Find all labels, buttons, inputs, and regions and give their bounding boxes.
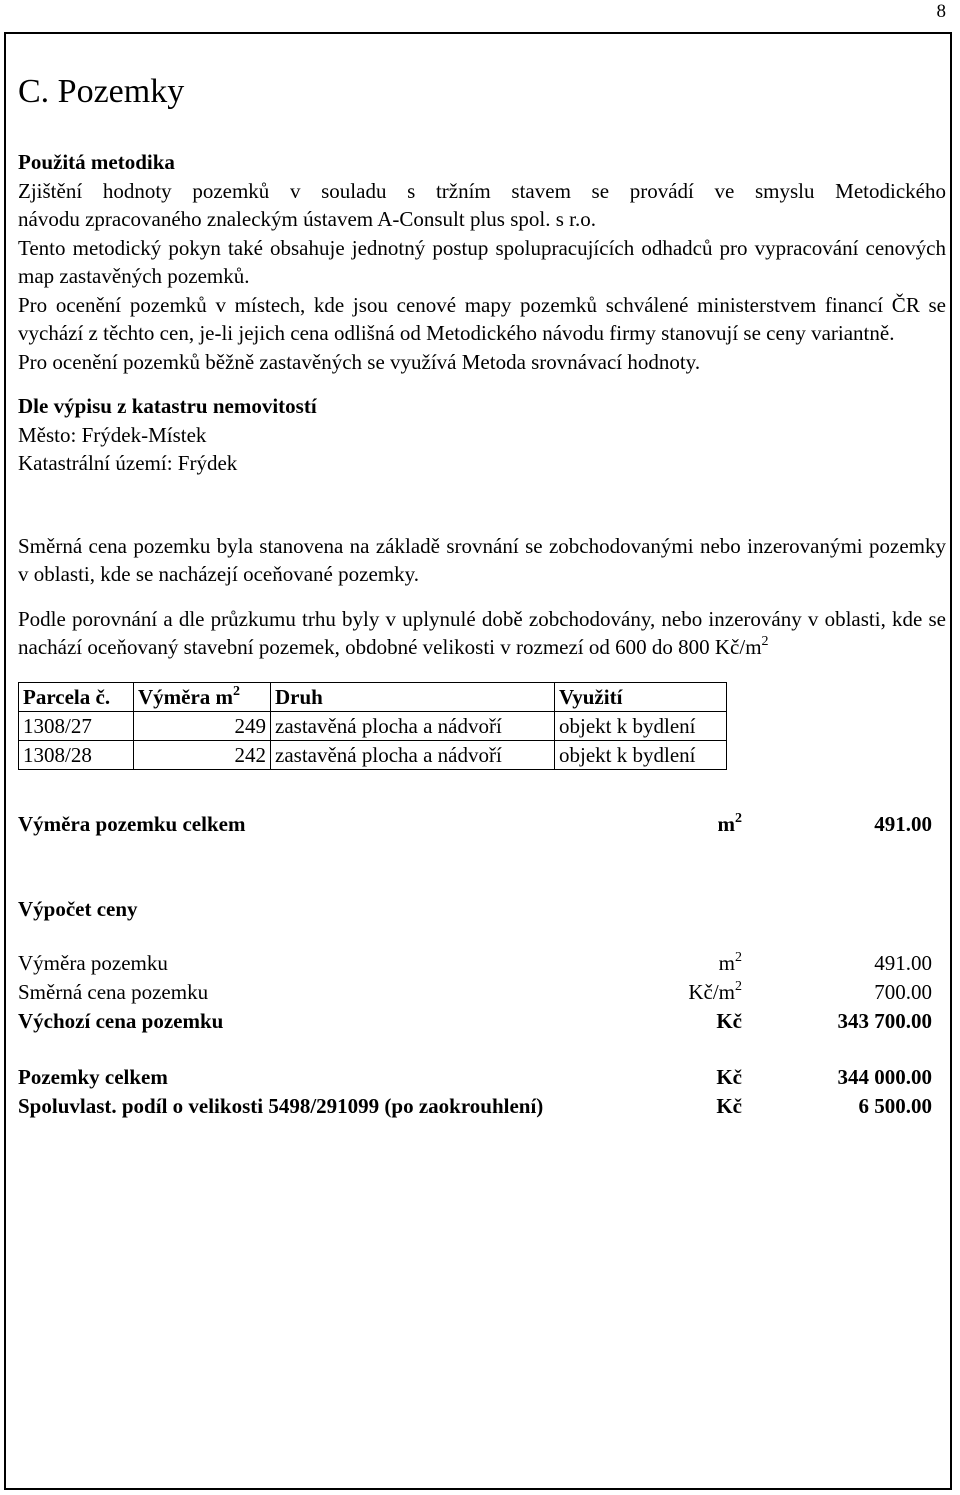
calc-row-unit-sup: 2: [735, 950, 742, 965]
spacer: [18, 589, 946, 605]
price-paragraph-1: Směrná cena pozemku byla stanovena na základě srovnání se zobchodovanými nebo inzerovanými pozemky v oblasti, kde se nacházejí oceňované pozemky.: [18, 533, 946, 586]
total-area-unit-sup: 2: [735, 810, 742, 826]
total-area-unit: [718, 810, 743, 839]
calc-row-unit: [688, 978, 742, 1007]
method-line-1a: Zjištění hodnoty pozemků v souladu s tržním stavem se provádí ve smyslu Metodického: [18, 178, 946, 203]
parcel-table-header: [19, 682, 727, 711]
cell-use: objekt k bydlení: [555, 711, 727, 740]
summary-row: [18, 1063, 946, 1092]
cell-type: zastavěná plocha a nádvoří: [271, 740, 555, 769]
calc-row-value: 343 700.00: [837, 1009, 932, 1033]
total-area-label: Výměra pozemku celkem: [18, 811, 246, 836]
spacer: [18, 376, 946, 392]
total-area-row: [18, 810, 946, 839]
calc-row-unit-sup: 2: [735, 979, 742, 994]
method-paragraph-4: Pro ocenění pozemků běžně zastavěných se využívá Metoda srovnávací hodnoty.: [18, 349, 701, 374]
summary-row: [18, 1092, 946, 1121]
section-heading: C. Pozemky: [18, 73, 185, 110]
calc-row-unit: Kč: [716, 1009, 742, 1033]
calc-row-unit: [719, 949, 742, 978]
summary-row-value: 344 000.00: [837, 1065, 932, 1089]
table-row: [19, 711, 727, 740]
calc-row-label: Výchozí cena pozemku: [18, 1009, 224, 1033]
table-row: [19, 740, 727, 769]
cadastre-city: Město: Frýdek-Místek: [18, 422, 207, 447]
calc-row: [18, 949, 946, 978]
header-area: [134, 682, 271, 711]
spacer: [18, 839, 946, 895]
cell-area: 242: [134, 740, 271, 769]
cadastre-area: Katastrální území: Frýdek: [18, 451, 238, 475]
header-type: Druh: [271, 682, 555, 711]
total-area-unit-text: m: [717, 811, 735, 836]
page-number: 8: [936, 1, 946, 22]
calc-row-value: 700.00: [874, 980, 932, 1004]
calc-row-value: 491.00: [874, 951, 932, 975]
summary-row-label: Spoluvlast. podíl o velikosti 5498/291099 (po zaokrouhlení): [18, 1094, 544, 1118]
calc-row-label: Výměra pozemku: [18, 951, 168, 975]
summary-row-unit: Kč: [716, 1094, 742, 1118]
header-use: Využití: [555, 682, 727, 711]
spacer: [18, 478, 946, 532]
method-paragraph-3: Pro ocenění pozemků v místech, kde jsou cenové mapy pozemků schválené ministerstvem financí ČR se vychází z těchto cen, je-li jejich cena odlišná od Metodického návodu firmy stanovují se ceny variantně.: [18, 292, 946, 345]
price-paragraph-2-text: Podle porovnání a dle průzkumu trhu byly v uplynulé době zobchodovány, nebo inzerovány v oblasti, kde se nachází oceňovaný stavební pozemek, obdobné velikosti v rozmezí od 600 do 800 Kč/m: [18, 606, 946, 659]
total-area-value: 491.00: [874, 811, 932, 836]
cell-parcel: 1308/28: [19, 740, 134, 769]
calc-row-label: Směrná cena pozemku: [18, 980, 209, 1004]
calc-row-unit-text: m: [718, 951, 735, 975]
summary-row-unit: Kč: [716, 1065, 742, 1089]
spacer: [18, 923, 946, 949]
cell-use: objekt k bydlení: [555, 740, 727, 769]
cell-parcel: 1308/27: [19, 711, 134, 740]
cadastre-title: Dle výpisu z katastru nemovitostí: [18, 394, 317, 418]
spacer: [18, 770, 946, 810]
parcel-table: [18, 682, 727, 770]
method-paragraph-2: Tento metodický pokyn také obsahuje jednotný postup spolupracujících odhadců pro vypracování cenových map zastavěných pozemků.: [18, 235, 946, 288]
price-paragraph-2: [18, 605, 946, 662]
header-parcel: Parcela č.: [19, 682, 134, 711]
cell-area: 249: [134, 711, 271, 740]
price-paragraph-2-sup: 2: [761, 634, 769, 649]
header-area-sup: 2: [233, 683, 241, 699]
calc-title: Výpočet ceny: [18, 896, 138, 921]
summary-row-label: Pozemky celkem: [18, 1065, 168, 1089]
method-title: Použitá metodika: [18, 150, 175, 174]
summary-row-value: 6 500.00: [858, 1094, 932, 1118]
spacer: [18, 1036, 946, 1063]
header-area-text: Výměra m: [138, 684, 234, 709]
calc-row: [18, 978, 946, 1007]
calc-row: [18, 1007, 946, 1036]
cell-type: zastavěná plocha a nádvoří: [271, 711, 555, 740]
calc-row-unit-text: Kč/m: [688, 980, 735, 1004]
document-content: [18, 70, 946, 1121]
method-line-1b: návodu zpracovaného znaleckým ústavem A-Consult plus spol. s r.o.: [18, 207, 596, 231]
